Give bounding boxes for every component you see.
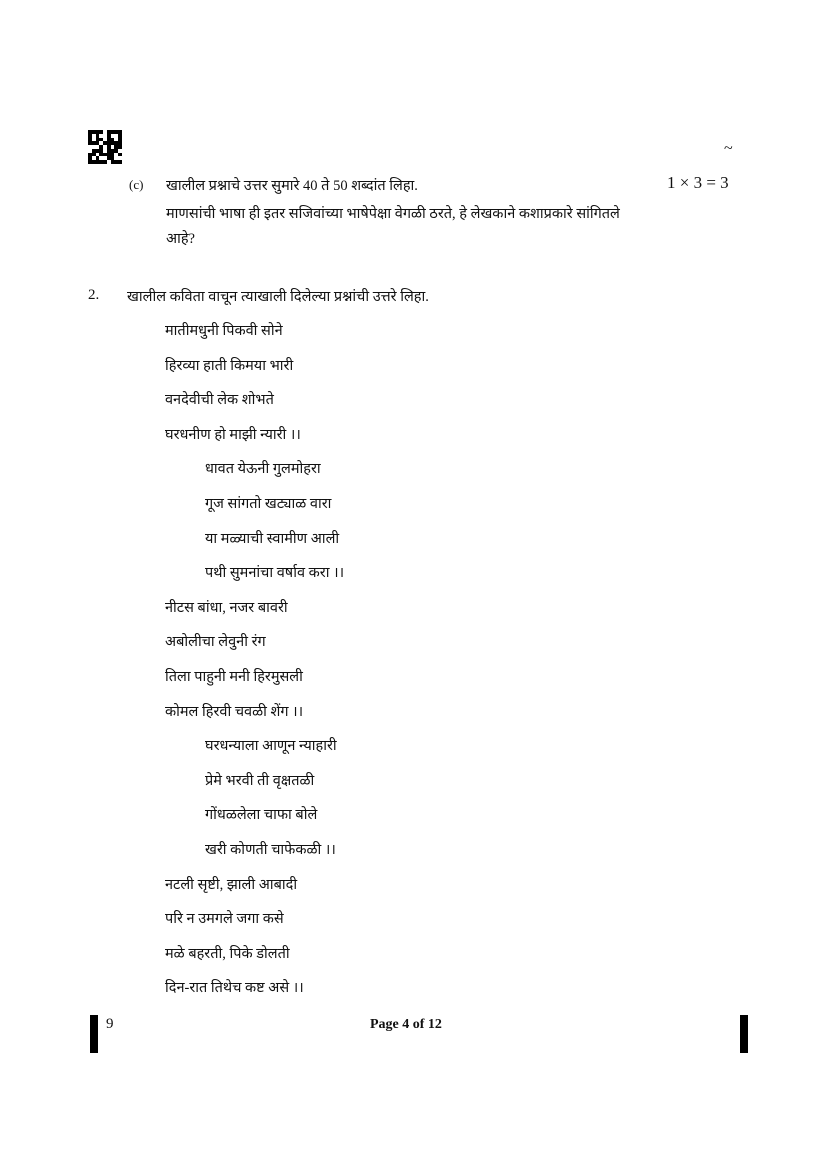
poem-line: परि न उमगले जगा कसे [165, 911, 284, 928]
poem-line: नीटस बांधा, नजर बावरी [165, 599, 288, 616]
marks: 1 × 3 = 3 [667, 173, 729, 192]
question-number: 2. [88, 287, 100, 303]
poem-line: गूज सांगतो खट्याळ वारा [205, 496, 332, 512]
poem-line: कोमल हिरवी चवळी शेंग ।। [165, 703, 304, 720]
tilde-mark: ~ [724, 140, 733, 157]
question-text-line2: आहे? [166, 231, 195, 247]
poem-line: धावत येऊनी गुलमोहरा [205, 461, 321, 478]
poem-line: मळे बहरती, पिके डोलती [165, 945, 290, 962]
footer-right-bar [740, 1015, 748, 1053]
question-instruction: खालील प्रश्नाचे उत्तर सुमारे 40 ते 50 शब्दांत लिहा. [166, 178, 418, 194]
poem-line: पथी सुमनांचा वर्षाव करा ।। [205, 565, 345, 582]
poem-line: तिला पाहुनी मनी हिरमुसली [165, 669, 303, 685]
poem-line: खरी कोणती चाफेकळी ।। [205, 842, 336, 858]
poem-line: दिन-रात तिथेच कष्ट असे ।। [165, 980, 304, 997]
question-text-line1: माणसांची भाषा ही इतर सजिवांच्या भाषेपेक्षा वेगळी ठरते, हे लेखकाने कशाप्रकारे सांगितले [166, 206, 620, 222]
question-2-instruction: खालील कविता वाचून त्याखाली दिलेल्या प्रश्नांची उत्तरे लिहा. [127, 289, 429, 305]
question-label: (c) [129, 177, 144, 192]
qr-code [88, 130, 122, 164]
poem-line: घरधन्याला आणून न्याहारी [205, 738, 337, 755]
poem-line: घरधनीण हो माझी न्यारी ।। [165, 426, 301, 443]
poem-line: अबोलीचा लेवुनी रंग [165, 634, 266, 651]
poem-line: नटली सृष्टी, झाली आबादी [165, 876, 298, 893]
poem-line: या मळ्याची स्वामीण आली [205, 530, 340, 547]
poem-line: प्रेमे भरवी ती वृक्षतळी [205, 772, 315, 789]
paper-code: 9 [106, 1016, 114, 1032]
page-number: Page 4 of 12 [370, 1017, 442, 1032]
poem-line: हिरव्या हाती किमया भारी [165, 357, 294, 374]
footer-left-bar [90, 1015, 98, 1053]
poem-line: मातीमधुनी पिकवी सोने [165, 323, 283, 339]
poem-line: वनदेवीची लेक शोभते [165, 392, 274, 409]
poem-line: गोंधळलेला चाफा बोले [205, 807, 318, 824]
